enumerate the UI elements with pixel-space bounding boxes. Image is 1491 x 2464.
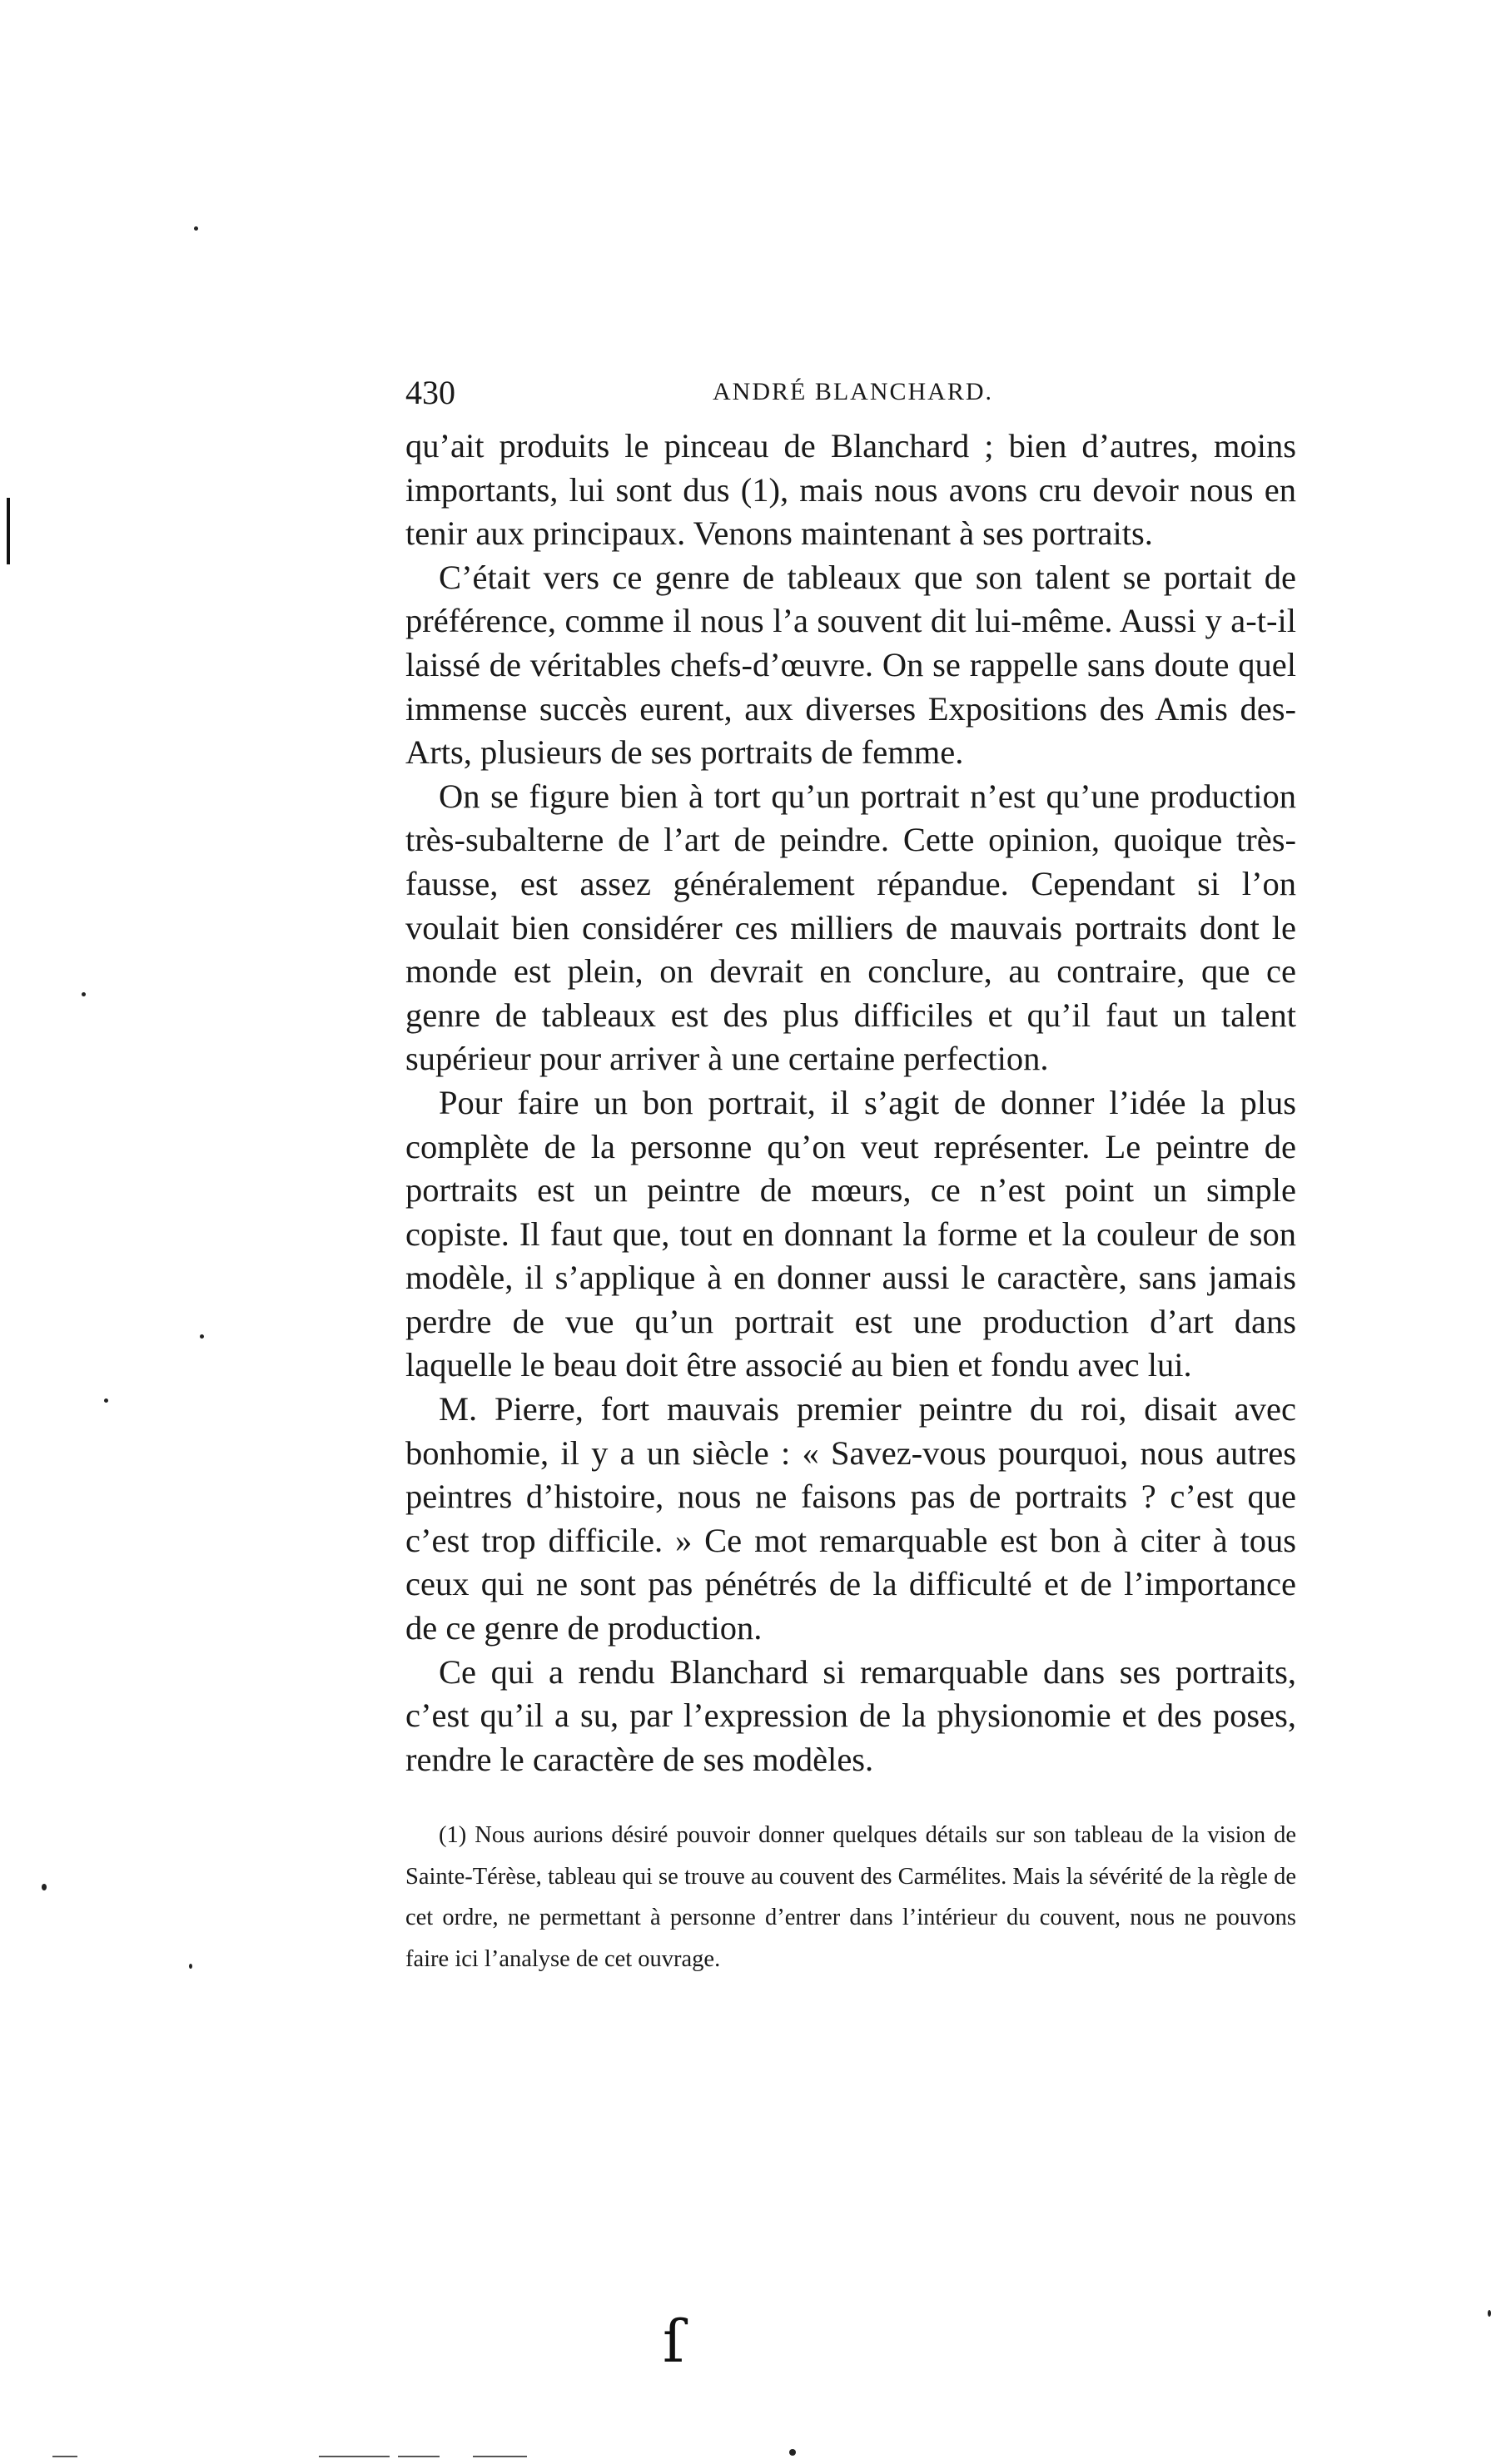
scan-speck: [42, 1884, 47, 1890]
scan-bottom-rule: [319, 2456, 390, 2457]
main-text: [405, 425, 1296, 1781]
scan-margin-line: [7, 498, 10, 564]
scan-speck: [189, 1964, 192, 1969]
scan-bottom-rule: [52, 2456, 77, 2457]
footnote: (1) Nous aurions désiré pouvoir donner quelques détails sur son tableau de la vision de Sainte-Térèse, tableau qui se trouve au couvent des Carmélites. Mais la sévérité de la règle de cet ordre, ne permettant à personne d’entrer dans l’intérieur du couvent, nous ne pouvons faire ici l’analyse de cet ouvrage.: [405, 1822, 1296, 1972]
scan-speck: [194, 226, 198, 231]
page-header: [405, 373, 1300, 423]
paragraph-3: On se figure bien à tort qu’un portrait n’est qu’une production très-subalterne de l’art de peindre. Cette opinion, quoique très-fausse, est assez généralement répandue. Cependant si l’on voulait bien considérer ces milliers de mauvais portraits dont le monde est plein, on devrait en conclure, au contraire, que ce genre de tableaux est des plus difficiles et qu’il faut un talent supérieur pour arriver à une certaine perfection.: [405, 777, 1296, 1078]
scan-speck: [82, 992, 86, 996]
scan-pen-mark: ſ: [663, 2308, 684, 2376]
scan-speck: [789, 2449, 796, 2456]
paragraph-4: Pour faire un bon portrait, il s’agit de donner l’idée la plus complète de la personne qu’on veut représenter. Le peintre de portraits est un peintre de mœurs, ce n’est point un simple copiste. Il faut que, tout en donnant la forme et la couleur de son modèle, il s’applique à en donner aussi le caractère, sans jamais perdre de vue qu’un portrait est une production d’art dans laquelle le beau doit être associé au bien et fondu avec lui.: [405, 1083, 1296, 1384]
scan-speck: [200, 1334, 204, 1339]
paragraph-6: Ce qui a rendu Blanchard si remarquable dans ses portraits, c’est qu’il a su, par l’expression de la physionomie et des poses, rendre le caractère de ses modèles.: [405, 1652, 1296, 1778]
scan-speck: [1488, 2310, 1491, 2317]
paragraph-5: M. Pierre, fort mauvais premier peintre du roi, disait avec bonhomie, il y a un siècle : « Savez-vous pourquoi, nous autres peintres d’histoire, nous ne faisons pas de portraits ? c’est que c’est trop difficile. » Ce mot remarquable est bon à citer à tous ceux qui ne sont pas pénétrés de la difficulté et de l’importance de ce genre de production.: [405, 1390, 1296, 1647]
paragraph-2: C’était vers ce genre de tableaux que son talent se portait de préférence, comme il nous l’a souvent dit lui-même. Aussi y a-t-il laissé de véritables chefs-d’œuvre. On se rappelle sans doute quel immense succès eurent, aux diverses Expositions des Amis des-Arts, plusieurs de ses portraits de femme.: [405, 558, 1296, 772]
scan-bottom-rule: [398, 2456, 440, 2457]
page-number: 430: [405, 374, 455, 411]
running-head: ANDRÉ BLANCHARD.: [712, 378, 993, 405]
scan-bottom-rule: [473, 2456, 527, 2457]
scan-speck: [104, 1398, 108, 1403]
paragraph-1: qu’ait produits le pinceau de Blanchard ; bien d’autres, moins importants, lui sont dus (1), mais nous avons cru devoir nous en tenir aux principaux. Venons maintenant à ses portraits.: [405, 427, 1296, 553]
